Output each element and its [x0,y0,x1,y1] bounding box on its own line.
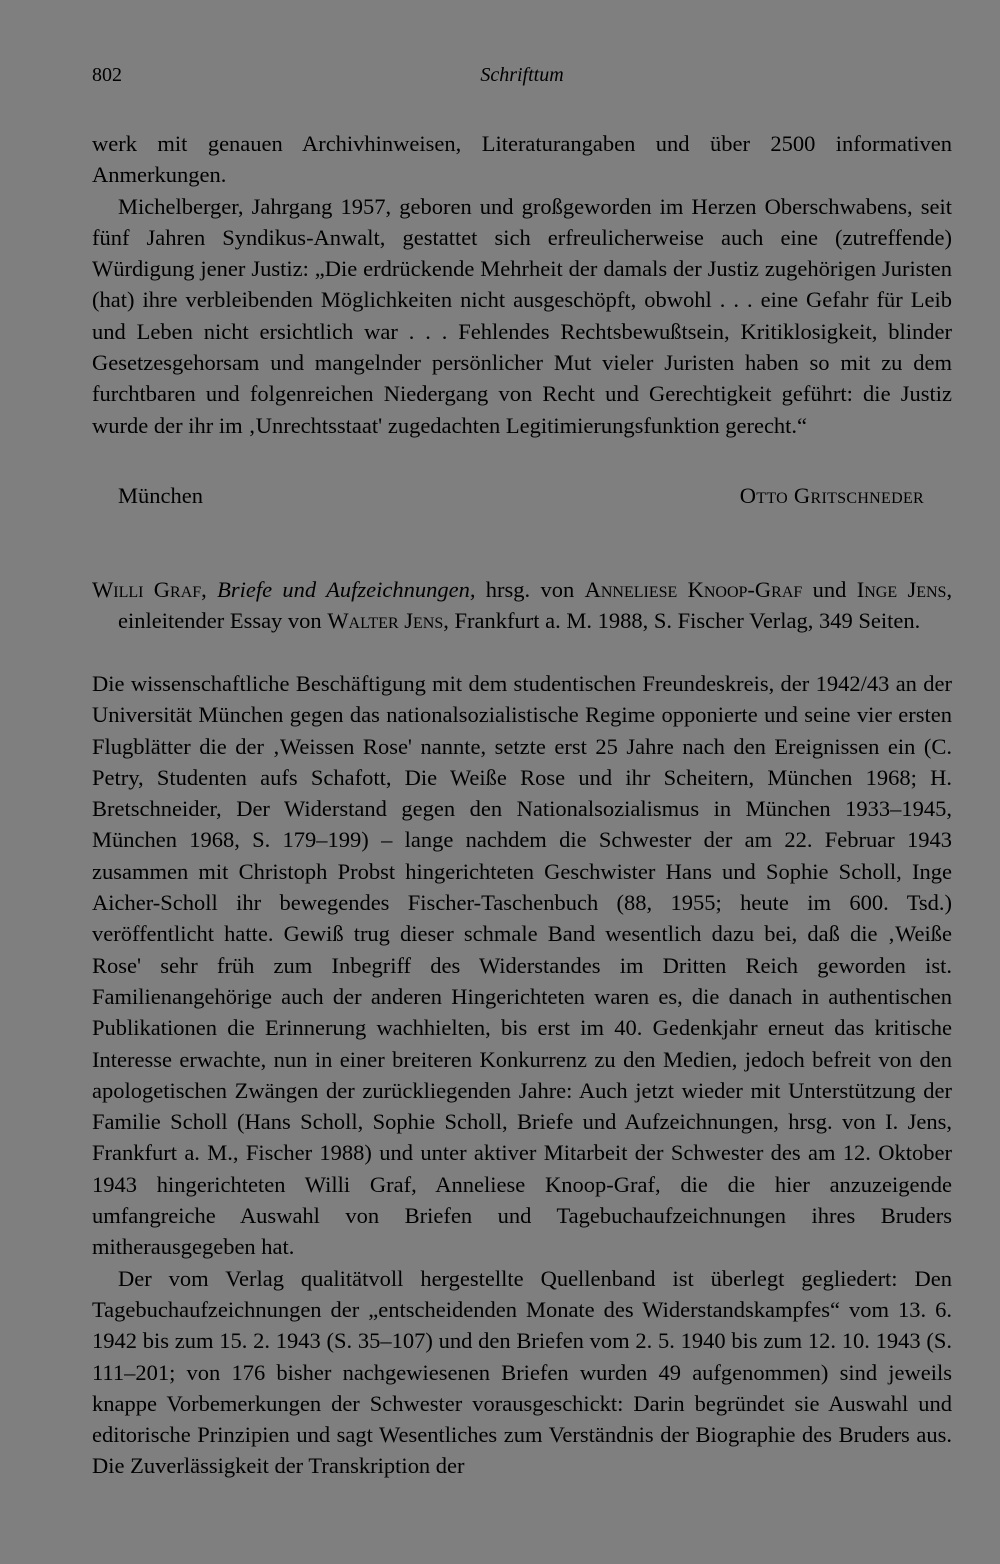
editor-2: Inge Jens, [856,577,953,602]
review-2-body [92,668,952,1482]
page-header [92,64,952,90]
publication-info: Frankfurt a. M. 1988, S. Fischer Verlag, 349 Seiten. [454,608,921,634]
review-1-continuation: werk mit genauen Archivhinweisen, Literaturangaben und über 2500 informativen Anmerkungen. [92,131,952,188]
editor-1: Anneliese Knoop-Graf [584,577,803,602]
review-1-signature [118,480,924,511]
review-1-paragraph: Michelberger, Jahrgang 1957, geboren und großgeworden im Herzen Oberschwabens, seit fünf Jahren Syndikus-Anwalt, gestattet sich erfreulicherweise auch eine (zutreffende) Würdigung jener Justiz: „Die erdrückende Mehrheit der damals der Justiz zugehörigen Juristen (hat) ihre verbleibenden Möglichkeiten nicht ausgeschöpft, obwohl . . . eine Gefahr für Leib und Leben nicht ersichtlich war . . . Fehlendes Rechtsbewußtsein, Kritiklosigkeit, blinder Gesetzesgehorsam und mangelnder persönlicher Mut vieler Juristen haben so mit zu dem furchtbaren und folgenreichen Niedergang von Recht und Gerechtigkeit geführt: die Justiz wurde der ihr im ‚Unrechtsstaat' zugedachten Legitimierungsfunktion gerecht.“ [92,193,952,438]
review-2-paragraph-1: Die wissenschaftliche Beschäftigung mit dem studentischen Freundeskreis, der 1942/43 an der Universität München gegen das nationalsozialistische Regime opponierte und seine vier ersten Flugblätter die der ‚Weissen Rose' nannte, setzte erst 25 Jahre nach den Ereignissen ein (C. Petry, Studenten aufs Schafott, Die Weiße Rose und ihr Scheitern, München 1968; H. Bretschneider, Der Widerstand gegen den Nationalsozialismus in München 1933–1945, München 1968, S. 179–199) – lange nachdem die Schwester der am 22. Februar 1943 zusammen mit Christoph Probst hingerichteten Geschwister Hans und Sophie Scholl, Inge Aicher-Scholl ihr bewegendes Fischer-Taschenbuch (88, 1955; heute im 600. Tsd.) veröffentlicht hatte. Gewiß trug dieser schmale Band wesentlich dazu bei, daß die ‚Weiße Rose' sehr früh zum Inbegriff des Widerstandes im Dritten Reich geworden ist. Familienangehörige auch der anderen Hingerichteten waren es, die danach in authentischen Publikationen die Erinnerung wachhielten, bis erst im 40. Gedenkjahr erneut das kritische Interesse erwachte, nun in einer breiteren Konkurrenz zu den Medien, jedoch befreit von den apologetischen Zwängen der zurückliegenden Jahre: Auch jetzt wieder mit Unterstützung der Familie Scholl (Hans Scholl, Sophie Scholl, Briefe und Aufzeichnungen, hrsg. von I. Jens, Frankfurt a. M., Fischer 1988) und unter aktiver Mitarbeit der Schwester des am 12. Oktober 1943 hingerichteten Willi Graf, Anneliese Knoop-Graf, die die hier anzuzeigende umfangreiche Auswahl von Briefen und Tagebuchaufzeichnungen ihres Bruders mitherausgegeben hat. [92,671,952,1260]
book-title: Briefe und Aufzeichnungen, [217,577,476,602]
review-2-bibliographic-entry [92,574,952,637]
page-number: 802 [92,64,122,86]
running-head: Schrifttum [480,64,564,86]
signature-author: Otto Gritschneder [739,483,924,508]
review-1-body [92,128,952,441]
signature-place: München [118,483,203,508]
essay-label: einleitender Essay von [118,608,322,634]
essay-author: Walter Jens, [327,608,449,634]
und-label: und [812,577,847,602]
book-author: Willi Graf, [92,577,207,602]
review-2-paragraph-2: Der vom Verlag qualitätvoll hergestellte Quellenband ist überlegt gegliedert: Den Tagebuchaufzeichnungen der „entscheidenden Monate des Widerstandskampfes“ vom 13. 6. 1942 bis zum 15. 2. 1943 (S. 35–107) und den Briefen vom 2. 5. 1940 bis zum 12. 10. 1943 (S. 111–201; von 176 bisher nachgewiesenen Briefen wurden 49 aufgenommen) sind jeweils knappe Vorbemerkungen der Schwester vorausgeschickt: Darin begründet sie Auswahl und editorische Prinzipien und sagt Wesentliches zum Verständnis der Biographie des Bruders aus. Die Zuverlässigkeit der Transkription der [92,1265,952,1479]
hrsg-label: hrsg. von [485,577,575,602]
